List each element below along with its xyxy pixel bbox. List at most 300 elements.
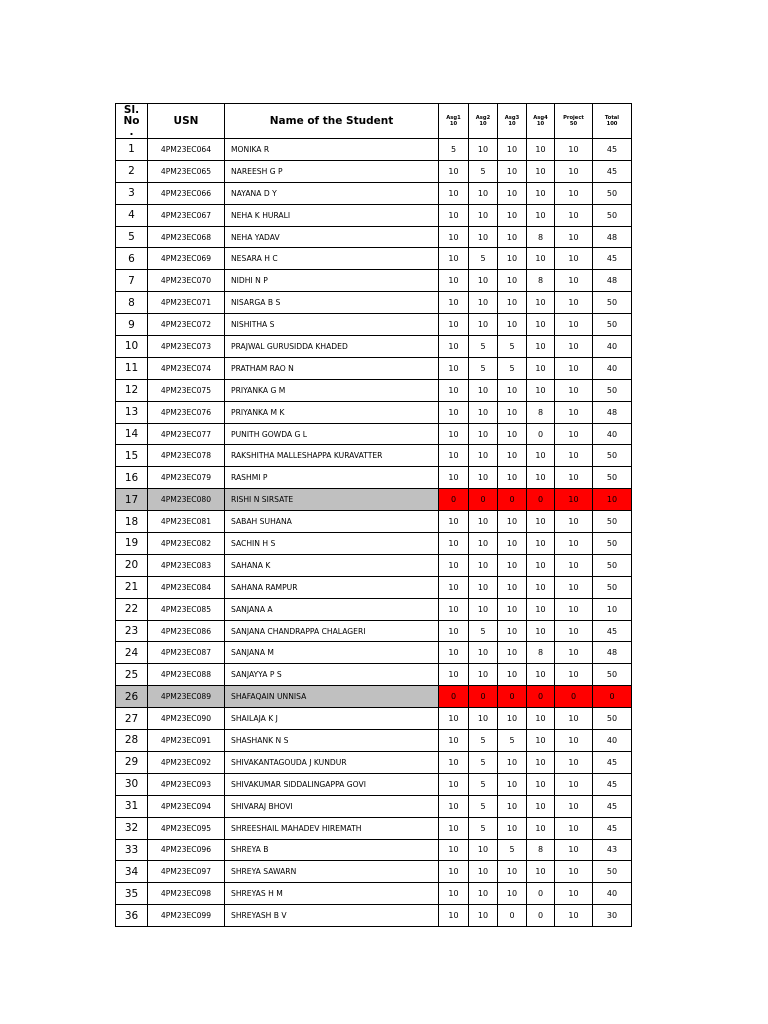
cell-sl-no: 27	[116, 708, 148, 730]
cell-usn: 4PM23EC086	[148, 620, 225, 642]
table-row	[116, 270, 632, 292]
cell-assignment-1: 10	[439, 270, 469, 292]
cell-assignment-2: 0	[469, 489, 498, 511]
cell-total: 48	[593, 401, 632, 423]
cell-assignment-2: 10	[469, 861, 498, 883]
cell-assignment-2: 10	[469, 708, 498, 730]
header-sl-no: Sl. No .	[116, 104, 148, 139]
cell-assignment-1: 10	[439, 401, 469, 423]
cell-project: 10	[555, 445, 593, 467]
cell-usn: 4PM23EC090	[148, 708, 225, 730]
cell-assignment-2: 5	[469, 730, 498, 752]
cell-assignment-4: 0	[527, 423, 555, 445]
cell-total: 40	[593, 357, 632, 379]
cell-assignment-3: 10	[498, 204, 527, 226]
cell-project: 0	[555, 686, 593, 708]
table-row	[116, 773, 632, 795]
cell-assignment-4: 10	[527, 160, 555, 182]
cell-assignment-1: 10	[439, 730, 469, 752]
cell-assignment-1: 5	[439, 139, 469, 161]
cell-assignment-4: 0	[527, 883, 555, 905]
cell-sl-no: 21	[116, 576, 148, 598]
cell-usn: 4PM23EC067	[148, 204, 225, 226]
cell-student-name: NAREESH G P	[225, 160, 439, 182]
cell-assignment-4: 10	[527, 204, 555, 226]
cell-assignment-1: 10	[439, 817, 469, 839]
cell-assignment-4: 10	[527, 576, 555, 598]
table-row	[116, 467, 632, 489]
table-row	[116, 401, 632, 423]
header-row	[116, 104, 632, 139]
cell-sl-no: 29	[116, 751, 148, 773]
table-row	[116, 905, 632, 927]
cell-project: 10	[555, 401, 593, 423]
cell-assignment-4: 10	[527, 379, 555, 401]
cell-sl-no: 5	[116, 226, 148, 248]
table-row	[116, 817, 632, 839]
cell-student-name: NAYANA D Y	[225, 182, 439, 204]
cell-assignment-2: 10	[469, 883, 498, 905]
cell-total: 50	[593, 445, 632, 467]
cell-usn: 4PM23EC084	[148, 576, 225, 598]
cell-project: 10	[555, 489, 593, 511]
cell-assignment-2: 5	[469, 357, 498, 379]
cell-total: 10	[593, 489, 632, 511]
cell-assignment-2: 10	[469, 554, 498, 576]
cell-sl-no: 26	[116, 686, 148, 708]
table-row	[116, 554, 632, 576]
cell-assignment-3: 5	[498, 336, 527, 358]
cell-total: 50	[593, 861, 632, 883]
cell-student-name: SHREYA SAWARN	[225, 861, 439, 883]
cell-usn: 4PM23EC091	[148, 730, 225, 752]
cell-assignment-1: 10	[439, 773, 469, 795]
cell-sl-no: 32	[116, 817, 148, 839]
cell-student-name: SABAH SUHANA	[225, 511, 439, 533]
cell-assignment-2: 10	[469, 467, 498, 489]
table-row	[116, 620, 632, 642]
cell-assignment-1: 10	[439, 204, 469, 226]
cell-assignment-1: 10	[439, 160, 469, 182]
cell-usn: 4PM23EC075	[148, 379, 225, 401]
cell-total: 40	[593, 336, 632, 358]
cell-assignment-1: 10	[439, 248, 469, 270]
cell-total: 45	[593, 620, 632, 642]
cell-usn: 4PM23EC080	[148, 489, 225, 511]
cell-student-name: PUNITH GOWDA G L	[225, 423, 439, 445]
cell-assignment-4: 10	[527, 730, 555, 752]
cell-assignment-2: 10	[469, 139, 498, 161]
cell-student-name: NESARA H C	[225, 248, 439, 270]
cell-project: 10	[555, 423, 593, 445]
table-row	[116, 336, 632, 358]
cell-project: 10	[555, 708, 593, 730]
table-row	[116, 664, 632, 686]
cell-assignment-3: 10	[498, 861, 527, 883]
cell-assignment-2: 10	[469, 533, 498, 555]
cell-total: 45	[593, 817, 632, 839]
cell-assignment-1: 10	[439, 423, 469, 445]
cell-assignment-4: 10	[527, 314, 555, 336]
cell-student-name: NISHITHA S	[225, 314, 439, 336]
cell-total: 45	[593, 795, 632, 817]
table-row	[116, 839, 632, 861]
cell-assignment-2: 10	[469, 182, 498, 204]
cell-assignment-3: 5	[498, 839, 527, 861]
cell-usn: 4PM23EC074	[148, 357, 225, 379]
table-row	[116, 598, 632, 620]
table-row	[116, 423, 632, 445]
cell-assignment-3: 10	[498, 379, 527, 401]
cell-sl-no: 2	[116, 160, 148, 182]
cell-total: 45	[593, 139, 632, 161]
cell-usn: 4PM23EC077	[148, 423, 225, 445]
cell-assignment-1: 10	[439, 642, 469, 664]
cell-project: 10	[555, 248, 593, 270]
cell-student-name: SANJANA A	[225, 598, 439, 620]
cell-sl-no: 4	[116, 204, 148, 226]
cell-assignment-4: 10	[527, 445, 555, 467]
cell-usn: 4PM23EC092	[148, 751, 225, 773]
cell-project: 10	[555, 533, 593, 555]
cell-sl-no: 20	[116, 554, 148, 576]
cell-student-name: SANJANA CHANDRAPPA CHALAGERI	[225, 620, 439, 642]
cell-assignment-2: 10	[469, 445, 498, 467]
cell-assignment-3: 10	[498, 511, 527, 533]
cell-assignment-3: 5	[498, 730, 527, 752]
cell-project: 10	[555, 795, 593, 817]
cell-student-name: PRAJWAL GURUSIDDA KHADED	[225, 336, 439, 358]
cell-assignment-4: 10	[527, 861, 555, 883]
cell-total: 45	[593, 160, 632, 182]
cell-assignment-1: 0	[439, 686, 469, 708]
cell-usn: 4PM23EC098	[148, 883, 225, 905]
cell-project: 10	[555, 292, 593, 314]
cell-assignment-2: 5	[469, 248, 498, 270]
cell-assignment-2: 10	[469, 598, 498, 620]
cell-usn: 4PM23EC093	[148, 773, 225, 795]
cell-usn: 4PM23EC088	[148, 664, 225, 686]
table-row	[116, 357, 632, 379]
cell-project: 10	[555, 182, 593, 204]
cell-sl-no: 31	[116, 795, 148, 817]
cell-project: 10	[555, 314, 593, 336]
cell-sl-no: 7	[116, 270, 148, 292]
cell-assignment-2: 5	[469, 751, 498, 773]
cell-assignment-3: 0	[498, 489, 527, 511]
cell-assignment-4: 8	[527, 401, 555, 423]
marks-table	[115, 103, 632, 927]
cell-usn: 4PM23EC094	[148, 795, 225, 817]
cell-assignment-1: 10	[439, 576, 469, 598]
cell-total: 48	[593, 270, 632, 292]
table-row	[116, 576, 632, 598]
cell-assignment-4: 0	[527, 686, 555, 708]
cell-assignment-2: 10	[469, 292, 498, 314]
cell-assignment-2: 10	[469, 226, 498, 248]
cell-assignment-4: 10	[527, 554, 555, 576]
cell-student-name: RAKSHITHA MALLESHAPPA KURAVATTER	[225, 445, 439, 467]
cell-assignment-3: 10	[498, 664, 527, 686]
cell-total: 50	[593, 533, 632, 555]
cell-usn: 4PM23EC072	[148, 314, 225, 336]
table-row	[116, 379, 632, 401]
cell-assignment-2: 5	[469, 336, 498, 358]
cell-assignment-2: 10	[469, 270, 498, 292]
cell-student-name: SHREYA B	[225, 839, 439, 861]
cell-project: 10	[555, 379, 593, 401]
cell-sl-no: 10	[116, 336, 148, 358]
cell-assignment-3: 10	[498, 467, 527, 489]
cell-usn: 4PM23EC082	[148, 533, 225, 555]
cell-sl-no: 24	[116, 642, 148, 664]
cell-usn: 4PM23EC081	[148, 511, 225, 533]
cell-usn: 4PM23EC064	[148, 139, 225, 161]
cell-project: 10	[555, 160, 593, 182]
cell-assignment-2: 10	[469, 839, 498, 861]
cell-assignment-1: 10	[439, 598, 469, 620]
table-row	[116, 708, 632, 730]
cell-assignment-4: 0	[527, 905, 555, 927]
cell-assignment-2: 5	[469, 817, 498, 839]
cell-project: 10	[555, 664, 593, 686]
cell-sl-no: 18	[116, 511, 148, 533]
cell-project: 10	[555, 839, 593, 861]
cell-usn: 4PM23EC068	[148, 226, 225, 248]
cell-sl-no: 30	[116, 773, 148, 795]
cell-total: 40	[593, 883, 632, 905]
cell-total: 40	[593, 423, 632, 445]
cell-assignment-2: 10	[469, 423, 498, 445]
cell-total: 50	[593, 511, 632, 533]
cell-assignment-1: 0	[439, 489, 469, 511]
cell-student-name: SHAFAQAIN UNNISA	[225, 686, 439, 708]
cell-total: 50	[593, 554, 632, 576]
table-row	[116, 861, 632, 883]
cell-project: 10	[555, 336, 593, 358]
header-assignment-1: Asg1 10	[439, 104, 469, 139]
cell-sl-no: 19	[116, 533, 148, 555]
cell-total: 50	[593, 292, 632, 314]
table-row	[116, 642, 632, 664]
cell-total: 48	[593, 226, 632, 248]
table-row	[116, 489, 632, 511]
cell-assignment-2: 10	[469, 379, 498, 401]
cell-assignment-4: 10	[527, 773, 555, 795]
cell-student-name: MONIKA R	[225, 139, 439, 161]
cell-assignment-1: 10	[439, 379, 469, 401]
cell-project: 10	[555, 751, 593, 773]
cell-sl-no: 17	[116, 489, 148, 511]
cell-assignment-4: 10	[527, 620, 555, 642]
cell-assignment-3: 10	[498, 642, 527, 664]
cell-assignment-1: 10	[439, 511, 469, 533]
cell-usn: 4PM23EC096	[148, 839, 225, 861]
cell-project: 10	[555, 270, 593, 292]
table-row	[116, 139, 632, 161]
cell-assignment-4: 10	[527, 139, 555, 161]
cell-assignment-4: 8	[527, 839, 555, 861]
cell-assignment-4: 10	[527, 511, 555, 533]
cell-sl-no: 34	[116, 861, 148, 883]
cell-assignment-3: 10	[498, 445, 527, 467]
cell-assignment-1: 10	[439, 883, 469, 905]
table-row	[116, 533, 632, 555]
cell-assignment-1: 10	[439, 861, 469, 883]
cell-student-name: NISARGA B S	[225, 292, 439, 314]
cell-project: 10	[555, 204, 593, 226]
cell-project: 10	[555, 576, 593, 598]
cell-assignment-1: 10	[439, 445, 469, 467]
cell-usn: 4PM23EC066	[148, 182, 225, 204]
cell-assignment-1: 10	[439, 226, 469, 248]
cell-assignment-3: 10	[498, 533, 527, 555]
cell-assignment-1: 10	[439, 664, 469, 686]
cell-sl-no: 12	[116, 379, 148, 401]
cell-usn: 4PM23EC071	[148, 292, 225, 314]
cell-assignment-1: 10	[439, 795, 469, 817]
cell-sl-no: 36	[116, 905, 148, 927]
cell-sl-no: 14	[116, 423, 148, 445]
cell-sl-no: 8	[116, 292, 148, 314]
cell-assignment-4: 8	[527, 226, 555, 248]
cell-total: 50	[593, 204, 632, 226]
cell-assignment-3: 10	[498, 598, 527, 620]
cell-sl-no: 15	[116, 445, 148, 467]
cell-assignment-1: 10	[439, 708, 469, 730]
cell-assignment-1: 10	[439, 336, 469, 358]
cell-assignment-3: 10	[498, 401, 527, 423]
table-row	[116, 730, 632, 752]
cell-total: 50	[593, 576, 632, 598]
cell-assignment-3: 10	[498, 620, 527, 642]
cell-sl-no: 1	[116, 139, 148, 161]
cell-total: 43	[593, 839, 632, 861]
cell-assignment-2: 10	[469, 314, 498, 336]
cell-assignment-4: 10	[527, 751, 555, 773]
cell-student-name: SHASHANK N S	[225, 730, 439, 752]
cell-sl-no: 23	[116, 620, 148, 642]
cell-assignment-3: 10	[498, 576, 527, 598]
cell-student-name: RASHMI P	[225, 467, 439, 489]
cell-assignment-3: 10	[498, 270, 527, 292]
cell-assignment-4: 10	[527, 467, 555, 489]
cell-assignment-4: 10	[527, 248, 555, 270]
cell-total: 50	[593, 379, 632, 401]
table-row	[116, 226, 632, 248]
cell-project: 10	[555, 773, 593, 795]
cell-project: 10	[555, 226, 593, 248]
cell-project: 10	[555, 642, 593, 664]
cell-project: 10	[555, 467, 593, 489]
cell-assignment-3: 10	[498, 160, 527, 182]
cell-assignment-1: 10	[439, 905, 469, 927]
cell-sl-no: 6	[116, 248, 148, 270]
cell-assignment-4: 10	[527, 336, 555, 358]
cell-sl-no: 25	[116, 664, 148, 686]
cell-assignment-1: 10	[439, 314, 469, 336]
cell-assignment-4: 8	[527, 270, 555, 292]
cell-assignment-4: 10	[527, 598, 555, 620]
cell-assignment-4: 10	[527, 533, 555, 555]
cell-student-name: SAHANA RAMPUR	[225, 576, 439, 598]
cell-assignment-3: 10	[498, 182, 527, 204]
cell-total: 40	[593, 730, 632, 752]
cell-student-name: SANJANA M	[225, 642, 439, 664]
cell-student-name: NEHA K HURALI	[225, 204, 439, 226]
cell-assignment-1: 10	[439, 751, 469, 773]
cell-assignment-2: 5	[469, 795, 498, 817]
cell-assignment-3: 10	[498, 292, 527, 314]
cell-student-name: SHIVARAJ BHOVI	[225, 795, 439, 817]
cell-student-name: PRIYANKA M K	[225, 401, 439, 423]
cell-usn: 4PM23EC089	[148, 686, 225, 708]
cell-project: 10	[555, 139, 593, 161]
table-row	[116, 160, 632, 182]
cell-project: 10	[555, 861, 593, 883]
cell-assignment-2: 10	[469, 905, 498, 927]
cell-assignment-1: 10	[439, 620, 469, 642]
cell-usn: 4PM23EC085	[148, 598, 225, 620]
cell-assignment-3: 10	[498, 554, 527, 576]
cell-assignment-3: 10	[498, 817, 527, 839]
header-project: Project 50	[555, 104, 593, 139]
header-assignment-4: Asg4 10	[527, 104, 555, 139]
cell-usn: 4PM23EC099	[148, 905, 225, 927]
cell-assignment-4: 10	[527, 708, 555, 730]
cell-student-name: SHREYAS H M	[225, 883, 439, 905]
cell-total: 50	[593, 314, 632, 336]
header-assignment-2: Asg2 10	[469, 104, 498, 139]
cell-assignment-4: 10	[527, 357, 555, 379]
cell-assignment-4: 8	[527, 642, 555, 664]
cell-assignment-4: 10	[527, 817, 555, 839]
cell-assignment-4: 10	[527, 795, 555, 817]
cell-total: 30	[593, 905, 632, 927]
cell-total: 45	[593, 773, 632, 795]
table-row	[116, 314, 632, 336]
table-row	[116, 292, 632, 314]
cell-student-name: SHREYASH B V	[225, 905, 439, 927]
cell-student-name: PRATHAM RAO N	[225, 357, 439, 379]
cell-sl-no: 28	[116, 730, 148, 752]
cell-usn: 4PM23EC070	[148, 270, 225, 292]
cell-student-name: SHIVAKUMAR SIDDALINGAPPA GOVI	[225, 773, 439, 795]
cell-assignment-1: 10	[439, 533, 469, 555]
cell-project: 10	[555, 730, 593, 752]
cell-sl-no: 33	[116, 839, 148, 861]
table-row	[116, 883, 632, 905]
table-row	[116, 248, 632, 270]
cell-assignment-3: 10	[498, 773, 527, 795]
cell-assignment-1: 10	[439, 292, 469, 314]
cell-assignment-3: 10	[498, 139, 527, 161]
cell-assignment-3: 10	[498, 751, 527, 773]
cell-usn: 4PM23EC065	[148, 160, 225, 182]
cell-project: 10	[555, 620, 593, 642]
cell-sl-no: 9	[116, 314, 148, 336]
cell-total: 48	[593, 642, 632, 664]
cell-usn: 4PM23EC083	[148, 554, 225, 576]
header-student-name: Name of the Student	[225, 104, 439, 139]
cell-assignment-2: 10	[469, 642, 498, 664]
table-row	[116, 795, 632, 817]
cell-assignment-2: 0	[469, 686, 498, 708]
cell-assignment-3: 10	[498, 314, 527, 336]
cell-assignment-4: 10	[527, 664, 555, 686]
cell-usn: 4PM23EC079	[148, 467, 225, 489]
cell-assignment-1: 10	[439, 182, 469, 204]
